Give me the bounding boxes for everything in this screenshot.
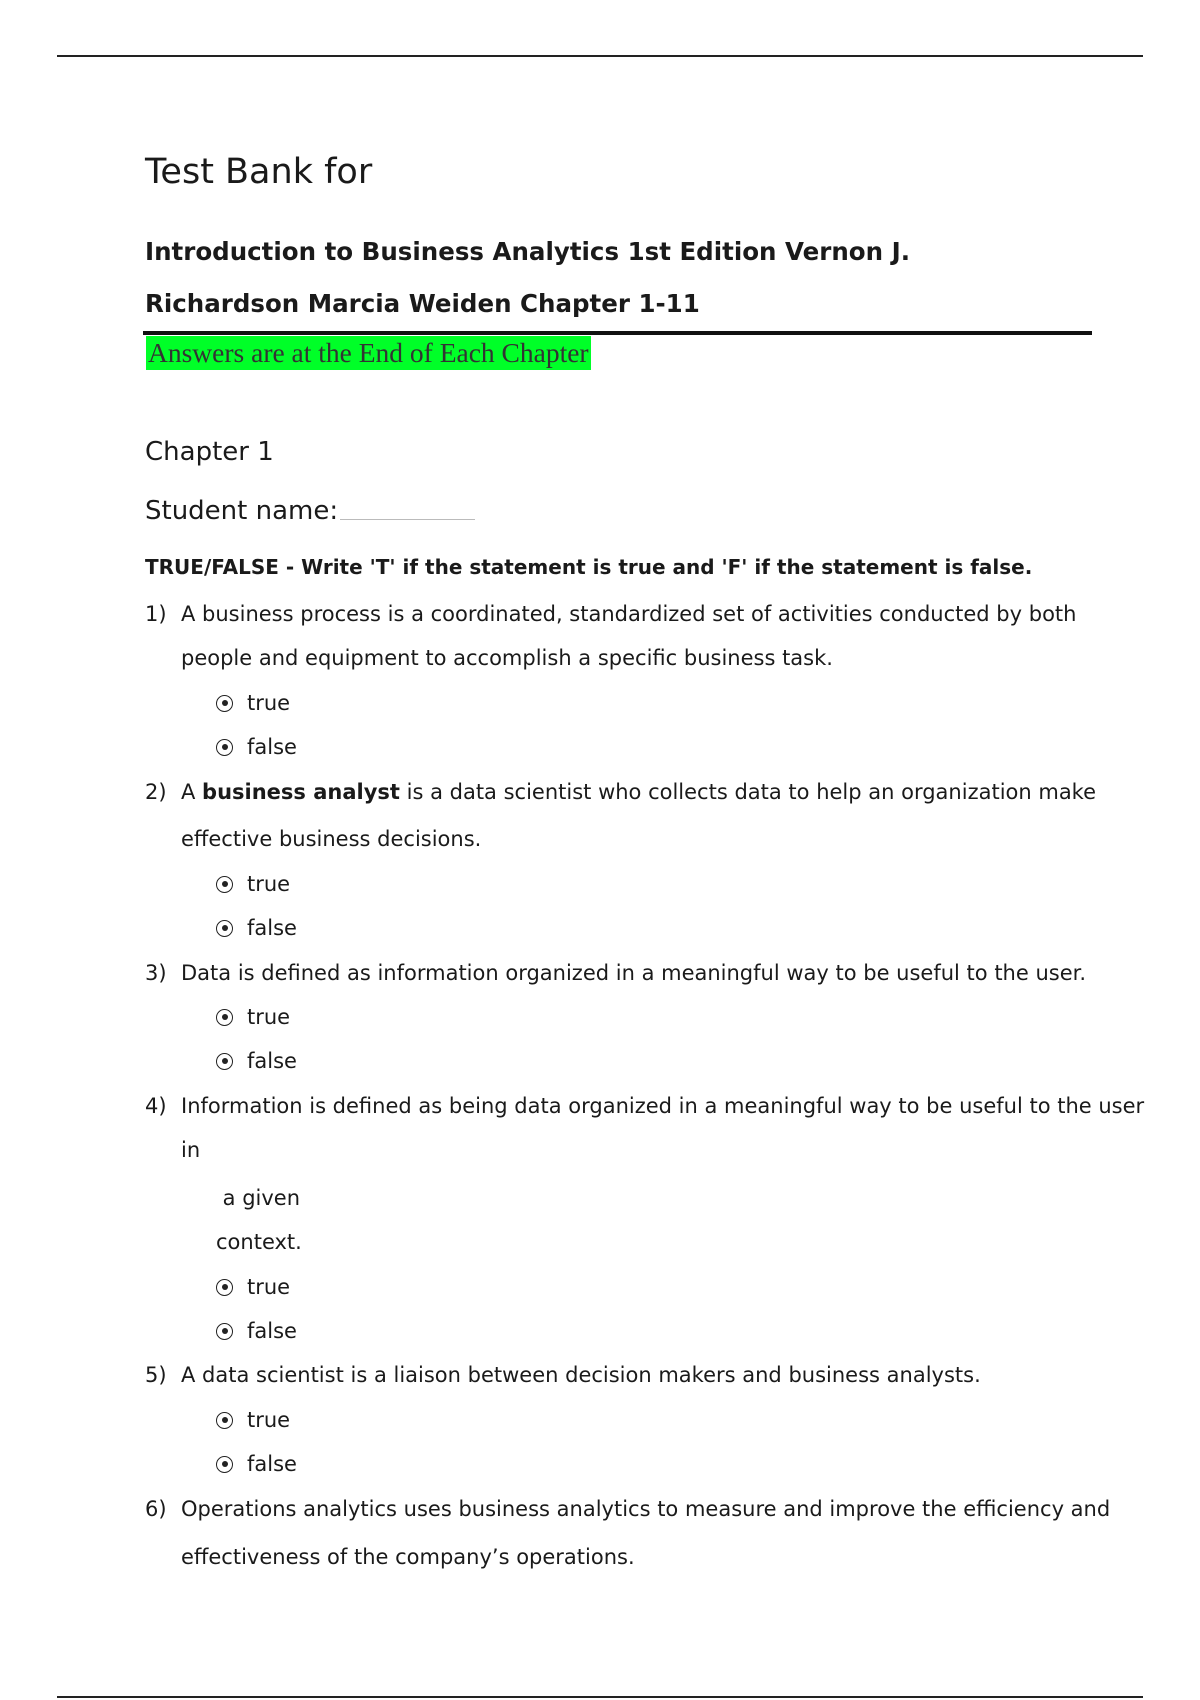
question-text: Data is defined as information organized in a meaningful way to be useful to the user. xyxy=(181,961,1087,985)
chapter-heading: Chapter 1 xyxy=(145,437,274,467)
radio-icon[interactable] xyxy=(216,920,233,937)
option-false[interactable]: false xyxy=(216,1452,297,1476)
option-false[interactable]: false xyxy=(216,916,297,940)
option-true[interactable]: true xyxy=(216,1275,290,1299)
option-false[interactable]: false xyxy=(216,1319,297,1343)
radio-icon[interactable] xyxy=(216,876,233,893)
bold-term: business analyst xyxy=(202,780,400,804)
option-true[interactable]: true xyxy=(216,1408,290,1432)
radio-icon[interactable] xyxy=(216,695,233,712)
student-name-label: Student name: xyxy=(145,496,339,526)
option-true[interactable]: true xyxy=(216,872,290,896)
option-true[interactable]: true xyxy=(216,1005,290,1029)
bottom-rule xyxy=(57,1696,1143,1698)
student-name-blank xyxy=(340,519,475,520)
option-false[interactable]: false xyxy=(216,735,297,759)
question-text: effective business decisions. xyxy=(181,827,482,851)
question-text: effectiveness of the company’s operations. xyxy=(181,1545,635,1569)
student-name-field xyxy=(145,496,475,526)
radio-icon[interactable] xyxy=(216,1009,233,1026)
option-false[interactable]: false xyxy=(216,1049,297,1073)
answers-note-highlight: Answers are at the End of Each Chapter xyxy=(148,337,589,368)
question-number: 6) xyxy=(145,1497,167,1521)
question-text: in xyxy=(181,1138,201,1162)
question-text: a given xyxy=(216,1186,301,1210)
question-number: 1) xyxy=(145,602,167,626)
option-true[interactable]: true xyxy=(216,691,290,715)
question-number: 3) xyxy=(145,961,167,985)
radio-icon[interactable] xyxy=(216,1323,233,1340)
radio-icon[interactable] xyxy=(216,1456,233,1473)
question-text: people and equipment to accomplish a specific business task. xyxy=(181,646,833,670)
question-number: 2) xyxy=(145,780,167,804)
radio-icon[interactable] xyxy=(216,739,233,756)
question-text: A business analyst is a data scientist who collects data to help an organization make xyxy=(181,780,1097,804)
question-text: Information is defined as being data organized in a meaningful way to be useful to the user xyxy=(181,1094,1145,1118)
title-divider xyxy=(143,331,1092,335)
page-title: Test Bank for xyxy=(145,152,373,192)
book-subtitle: Introduction to Business Analytics 1st Edition Vernon J. Richardson Marcia Weiden Chapter 1-11 xyxy=(145,237,911,318)
question-text: A data scientist is a liaison between decision makers and business analysts. xyxy=(181,1363,981,1387)
section-instructions: TRUE/FALSE - Write 'T' if the statement is true and 'F' if the statement is false. xyxy=(145,555,1033,579)
question-text: context. xyxy=(216,1230,302,1254)
question-text: A business process is a coordinated, standardized set of activities conducted by both xyxy=(181,602,1077,626)
radio-icon[interactable] xyxy=(216,1412,233,1429)
question-text: Operations analytics uses business analytics to measure and improve the efficiency and xyxy=(181,1497,1111,1521)
question-number: 5) xyxy=(145,1363,167,1387)
radio-icon[interactable] xyxy=(216,1053,233,1070)
radio-icon[interactable] xyxy=(216,1279,233,1296)
top-rule xyxy=(57,55,1143,57)
question-number: 4) xyxy=(145,1094,167,1118)
